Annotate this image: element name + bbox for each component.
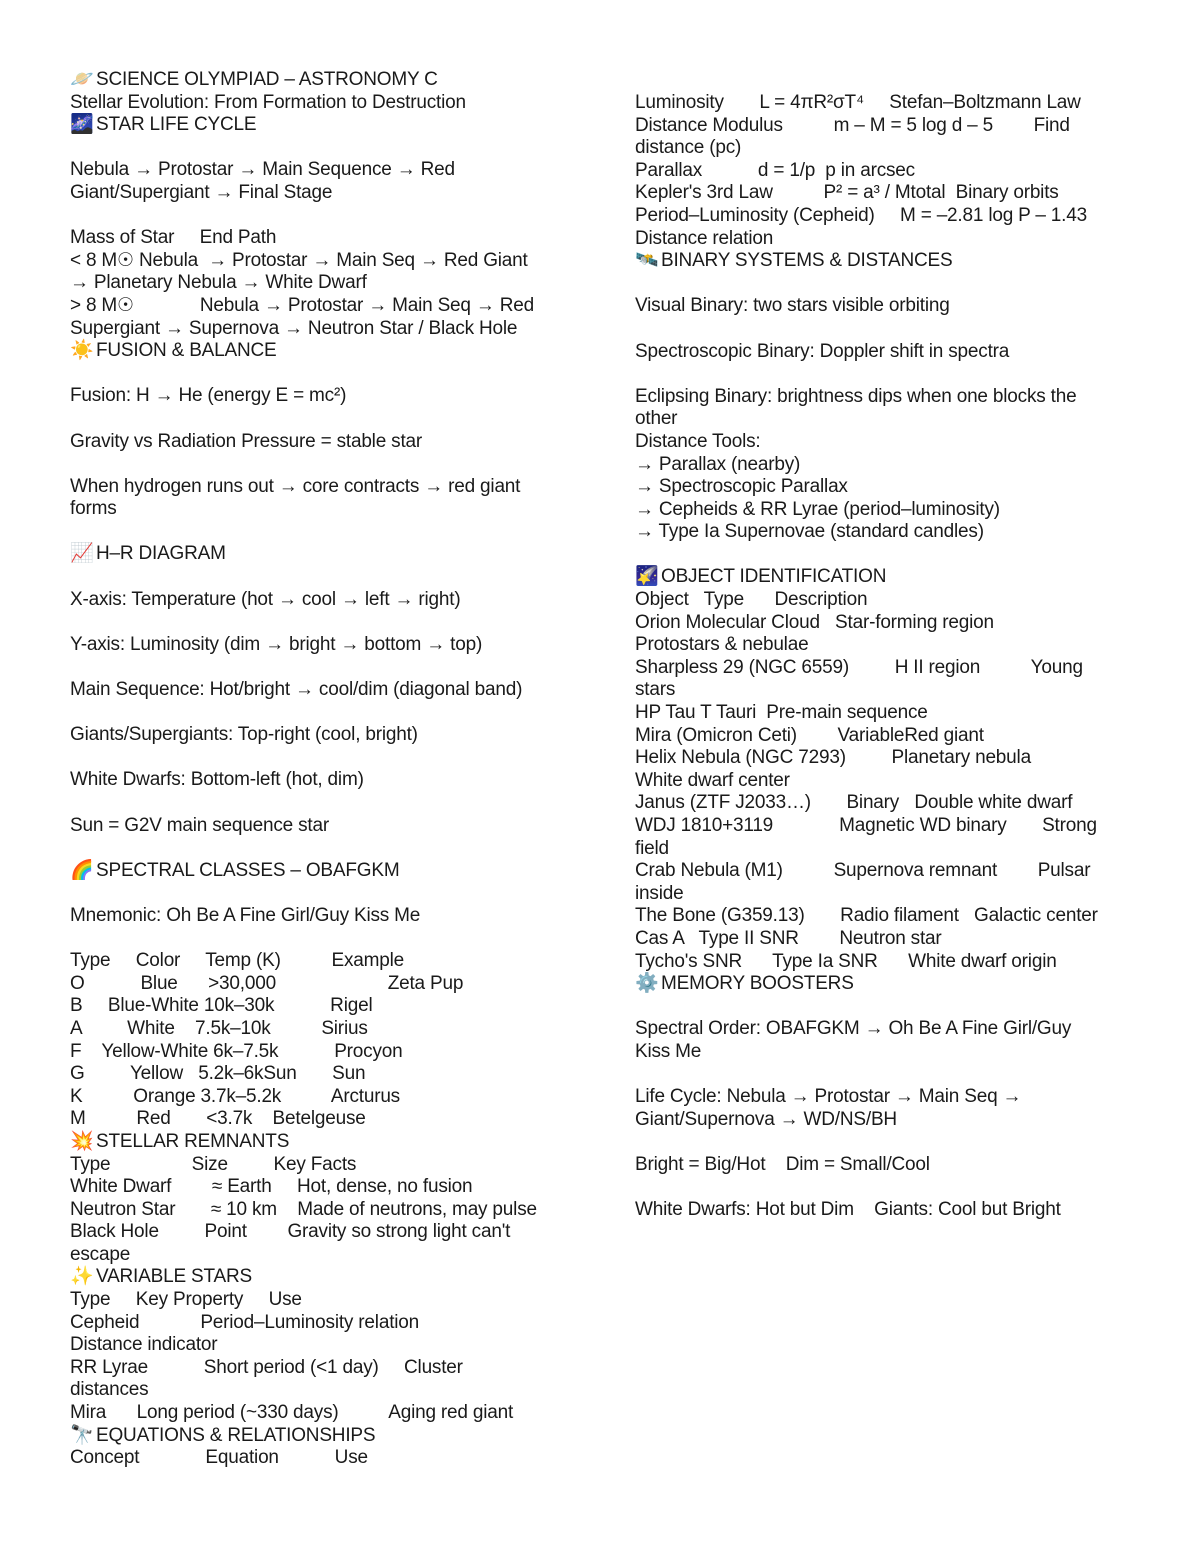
line-text: White Dwarf ≈ Earth Hot, dense, no fusion <box>70 1176 473 1198</box>
text-line <box>635 838 1135 861</box>
text-line <box>635 295 1135 318</box>
text-line <box>635 1086 1135 1109</box>
section-heading <box>70 1266 570 1289</box>
blank-line <box>70 882 570 905</box>
text-line <box>70 724 570 747</box>
blank-line <box>635 1131 1135 1154</box>
text-line <box>70 1199 570 1222</box>
line-text: inside <box>635 882 684 904</box>
line-text: SCIENCE OLYMPIAD – ASTRONOMY C <box>96 69 438 90</box>
text-line <box>70 1334 570 1357</box>
line-text: < 8 M☉ Nebula → Protostar → Main Seq → Red Giant <box>70 249 528 271</box>
blank-line <box>70 792 570 815</box>
line-text: Giant/Supergiant → Final Stage <box>70 181 333 203</box>
line-text: Janus (ZTF J2033…) Binary Double white dwarf <box>635 792 1073 814</box>
line-text: Gravity vs Radiation Pressure = stable star <box>70 430 423 452</box>
blank-line <box>70 205 570 228</box>
text-line <box>70 1086 570 1109</box>
section-heading <box>70 340 570 363</box>
line-text: X-axis: Temperature (hot → cool → left → right) <box>70 588 461 610</box>
line-text: Black Hole Point Gravity so strong light can't <box>70 1221 511 1243</box>
line-text: OBJECT IDENTIFICATION <box>661 566 887 588</box>
text-line <box>635 679 1135 702</box>
line-text: WDJ 1810+3119 Magnetic WD binary Strong <box>635 815 1097 836</box>
line-text: Crab Nebula (M1) Supernova remnant Pulsar <box>635 860 1091 882</box>
line-text: Stellar Evolution: From Formation to Destruction <box>70 91 466 113</box>
text-line <box>635 137 1135 160</box>
line-text: distance (pc) <box>635 137 742 159</box>
text-line <box>635 1018 1135 1041</box>
line-text: escape <box>70 1243 131 1265</box>
section-heading <box>70 1425 570 1448</box>
line-text: Giants/Supergiants: Top-right (cool, bright) <box>70 724 418 746</box>
text-line <box>635 431 1135 454</box>
text-line <box>70 905 570 928</box>
text-line <box>70 1154 570 1177</box>
text-line <box>70 1357 570 1380</box>
heading-emoji-icon: ⚙️ <box>635 973 659 995</box>
heading-emoji-icon: 🔭 <box>70 1424 94 1446</box>
section-heading <box>635 566 1135 589</box>
line-text: O Blue >30,000 Zeta Pup <box>70 972 464 994</box>
text-line <box>635 228 1135 251</box>
text-line <box>635 386 1135 409</box>
line-text: EQUATIONS & RELATIONSHIPS <box>96 1424 376 1446</box>
line-text: Cas A Type II SNR Neutron star <box>635 927 942 949</box>
text-line <box>635 499 1135 522</box>
text-line <box>635 476 1135 499</box>
text-line <box>635 612 1135 635</box>
text-line <box>70 272 570 295</box>
line-text: Bright = Big/Hot Dim = Small/Cool <box>635 1153 930 1175</box>
text-line <box>635 883 1135 906</box>
section-heading <box>70 543 570 566</box>
text-line <box>635 182 1135 205</box>
line-text: Period–Luminosity (Cepheid) M = –2.81 log P – 1.43 <box>635 204 1087 226</box>
line-text: F Yellow-White 6k–7.5k Procyon <box>70 1040 403 1062</box>
line-text: White Dwarfs: Hot but Dim Giants: Cool but Bright <box>635 1199 1061 1221</box>
text-line <box>70 250 570 273</box>
line-text: Helix Nebula (NGC 7293) Planetary nebula <box>635 747 1031 769</box>
text-line <box>635 1041 1135 1064</box>
blank-line <box>70 137 570 160</box>
text-line <box>635 521 1135 544</box>
line-text: Parallax d = 1/p p in arcsec <box>635 159 915 181</box>
line-text: STAR LIFE CYCLE <box>96 114 257 136</box>
text-line <box>635 589 1135 612</box>
line-text: HP Tau T Tauri Pre-main sequence <box>635 702 928 724</box>
blank-line <box>635 318 1135 341</box>
text-line <box>635 454 1135 477</box>
line-text: Type Color Temp (K) Example <box>70 950 405 972</box>
line-text: > 8 M☉ Nebula → Protostar → Main Seq → Red <box>70 294 534 316</box>
line-text: Concept Equation Use <box>70 1447 368 1469</box>
line-text: stars <box>635 679 676 701</box>
text-line <box>70 950 570 973</box>
blank-line <box>635 1177 1135 1200</box>
line-text: STELLAR REMNANTS <box>96 1130 290 1152</box>
text-line <box>635 341 1135 364</box>
line-text: → Parallax (nearby) <box>635 453 801 475</box>
heading-emoji-icon: 📈 <box>70 543 94 565</box>
line-text: Mira (Omicron Ceti) VariableRed giant <box>635 724 984 746</box>
blank-line <box>70 928 570 951</box>
text-line <box>635 905 1135 928</box>
line-text: H–R DIAGRAM <box>96 543 226 565</box>
text-line <box>70 589 570 612</box>
line-text: Nebula → Protostar → Main Sequence → Red <box>70 159 455 181</box>
line-text: → Cepheids & RR Lyrae (period–luminosity) <box>635 498 1000 520</box>
blank-line <box>70 656 570 679</box>
line-text: Type Size Key Facts <box>70 1153 357 1175</box>
line-text: → Spectroscopic Parallax <box>635 476 848 498</box>
text-line <box>70 815 570 838</box>
line-text: other <box>635 408 678 430</box>
line-text: MEMORY BOOSTERS <box>661 973 854 995</box>
heading-emoji-icon: 🌌 <box>70 114 94 136</box>
line-text: K Orange 3.7k–5.2k Arcturus <box>70 1085 400 1107</box>
line-text: Giant/Supernova → WD/NS/BH <box>635 1108 897 1130</box>
text-line <box>70 1176 570 1199</box>
line-text: Orion Molecular Cloud Star-forming region <box>635 611 994 633</box>
text-line <box>635 1199 1135 1222</box>
line-text: forms <box>70 498 117 520</box>
line-text: White Dwarfs: Bottom-left (hot, dim) <box>70 769 364 791</box>
text-line <box>70 385 570 408</box>
line-text: Object Type Description <box>635 589 868 611</box>
blank-line <box>635 996 1135 1019</box>
text-line <box>70 1041 570 1064</box>
blank-line <box>70 611 570 634</box>
blank-line <box>635 363 1135 386</box>
line-text: The Bone (G359.13) Radio filament Galactic center <box>635 905 1098 927</box>
text-line <box>635 160 1135 183</box>
line-text: FUSION & BALANCE <box>96 340 277 362</box>
text-line <box>635 725 1135 748</box>
line-text: Mnemonic: Oh Be A Fine Girl/Guy Kiss Me <box>70 904 421 926</box>
heading-emoji-icon: 🛰️ <box>635 250 659 272</box>
section-heading <box>70 114 570 137</box>
blank-line <box>70 566 570 589</box>
line-text: Mass of Star End Path <box>70 227 277 249</box>
text-line <box>70 1402 570 1425</box>
line-text: Mira Long period (~330 days) Aging red giant <box>70 1402 514 1424</box>
line-text: Spectroscopic Binary: Doppler shift in spectra <box>635 340 1010 362</box>
text-line <box>635 951 1135 974</box>
text-line <box>70 1221 570 1244</box>
line-text: SPECTRAL CLASSES – OBAFGKM <box>96 859 400 881</box>
line-text: A White 7.5k–10k Sirius <box>70 1017 368 1039</box>
line-text: Y-axis: Luminosity (dim → bright → bottom → top) <box>70 633 483 655</box>
section-heading <box>70 860 570 883</box>
heading-emoji-icon: ✨ <box>70 1266 94 1288</box>
heading-emoji-icon: 🌠 <box>635 566 659 588</box>
text-line <box>70 295 570 318</box>
heading-emoji-icon: 💥 <box>70 1130 94 1152</box>
left-column <box>70 69 570 1470</box>
section-heading <box>70 69 570 92</box>
line-text: Sun = G2V main sequence star <box>70 814 329 836</box>
line-text: Sharpless 29 (NGC 6559) H II region Young <box>635 656 1083 678</box>
line-text: Distance Tools: <box>635 430 761 452</box>
text-line <box>70 1447 570 1470</box>
section-heading <box>635 250 1135 273</box>
text-line <box>635 1109 1135 1132</box>
text-line <box>70 973 570 996</box>
text-line <box>70 318 570 341</box>
text-line <box>70 498 570 521</box>
line-text: → Type Ia Supernovae (standard candles) <box>635 521 984 543</box>
blank-line <box>70 408 570 431</box>
text-line <box>70 159 570 182</box>
text-line <box>635 747 1135 770</box>
text-line <box>635 408 1135 431</box>
blank-line <box>70 702 570 725</box>
line-text: When hydrogen runs out → core contracts → red giant <box>70 475 521 497</box>
line-text: Distance indicator <box>70 1334 218 1356</box>
line-text: RR Lyrae Short period (<1 day) Cluster <box>70 1356 463 1378</box>
text-line <box>635 928 1135 951</box>
text-line <box>70 995 570 1018</box>
blank-line <box>70 747 570 770</box>
line-text: Neutron Star ≈ 10 km Made of neutrons, may pulse <box>70 1198 537 1220</box>
line-text: Distance relation <box>635 227 774 249</box>
line-text: B Blue-White 10k–30k Rigel <box>70 995 373 1017</box>
text-line <box>635 815 1135 838</box>
section-heading <box>635 973 1135 996</box>
text-line <box>70 182 570 205</box>
line-text: White dwarf center <box>635 769 790 791</box>
text-line <box>635 770 1135 793</box>
text-line <box>70 634 570 657</box>
line-text: distances <box>70 1379 149 1401</box>
line-text: Supergiant → Supernova → Neutron Star / Black Hole <box>70 317 518 339</box>
text-line <box>70 227 570 250</box>
line-text: G Yellow 5.2k–6kSun Sun <box>70 1063 366 1085</box>
text-line <box>635 115 1135 138</box>
line-text: Luminosity L = 4πR²σT⁴ Stefan–Boltzmann Law <box>635 92 1081 113</box>
text-line <box>70 1244 570 1267</box>
blank-line <box>635 544 1135 567</box>
line-text: → Planetary Nebula → White Dwarf <box>70 272 367 294</box>
text-line <box>70 92 570 115</box>
text-line <box>70 1289 570 1312</box>
line-text: Main Sequence: Hot/bright → cool/dim (diagonal band) <box>70 679 523 701</box>
text-line <box>70 1018 570 1041</box>
text-line <box>70 1063 570 1086</box>
line-text: Fusion: H → He (energy E = mc²) <box>70 385 347 407</box>
text-line <box>635 205 1135 228</box>
text-line <box>70 679 570 702</box>
heading-emoji-icon: 🌈 <box>70 859 94 881</box>
blank-line <box>70 363 570 386</box>
text-line <box>635 702 1135 725</box>
line-text: Protostars & nebulae <box>635 634 809 656</box>
blank-line <box>70 521 570 544</box>
section-heading <box>70 1131 570 1154</box>
text-line <box>635 657 1135 680</box>
text-line <box>70 476 570 499</box>
heading-emoji-icon: ☀️ <box>70 340 94 362</box>
text-line <box>635 1154 1135 1177</box>
text-line <box>70 1379 570 1402</box>
line-text: M Red <3.7k Betelgeuse <box>70 1108 366 1130</box>
text-line <box>635 92 1135 115</box>
line-text: Eclipsing Binary: brightness dips when one blocks the <box>635 385 1077 407</box>
heading-emoji-icon: 🪐 <box>70 69 94 90</box>
text-line <box>635 634 1135 657</box>
blank-line <box>635 1064 1135 1087</box>
line-text: Kepler's 3rd Law P² = a³ / Mtotal Binary orbits <box>635 182 1059 204</box>
line-text: Life Cycle: Nebula → Protostar → Main Seq → <box>635 1086 1022 1108</box>
text-line <box>70 1312 570 1335</box>
text-line <box>635 860 1135 883</box>
text-line <box>70 431 570 454</box>
line-text: Kiss Me <box>635 1040 702 1062</box>
blank-line <box>70 453 570 476</box>
line-text: Spectral Order: OBAFGKM → Oh Be A Fine Girl/Guy <box>635 1018 1072 1040</box>
text-line <box>635 792 1135 815</box>
line-text: BINARY SYSTEMS & DISTANCES <box>661 250 953 272</box>
blank-line <box>70 837 570 860</box>
line-text: VARIABLE STARS <box>96 1266 252 1288</box>
line-text: Cepheid Period–Luminosity relation <box>70 1311 420 1333</box>
right-column <box>635 92 1135 1222</box>
line-text: Distance Modulus m – M = 5 log d – 5 Find <box>635 114 1070 136</box>
line-text: Tycho's SNR Type Ia SNR White dwarf origin <box>635 950 1057 972</box>
text-line <box>70 769 570 792</box>
text-line <box>70 1108 570 1131</box>
line-text: field <box>635 837 669 859</box>
line-text: Type Key Property Use <box>70 1289 302 1311</box>
line-text: Visual Binary: two stars visible orbiting <box>635 295 950 317</box>
blank-line <box>635 273 1135 296</box>
